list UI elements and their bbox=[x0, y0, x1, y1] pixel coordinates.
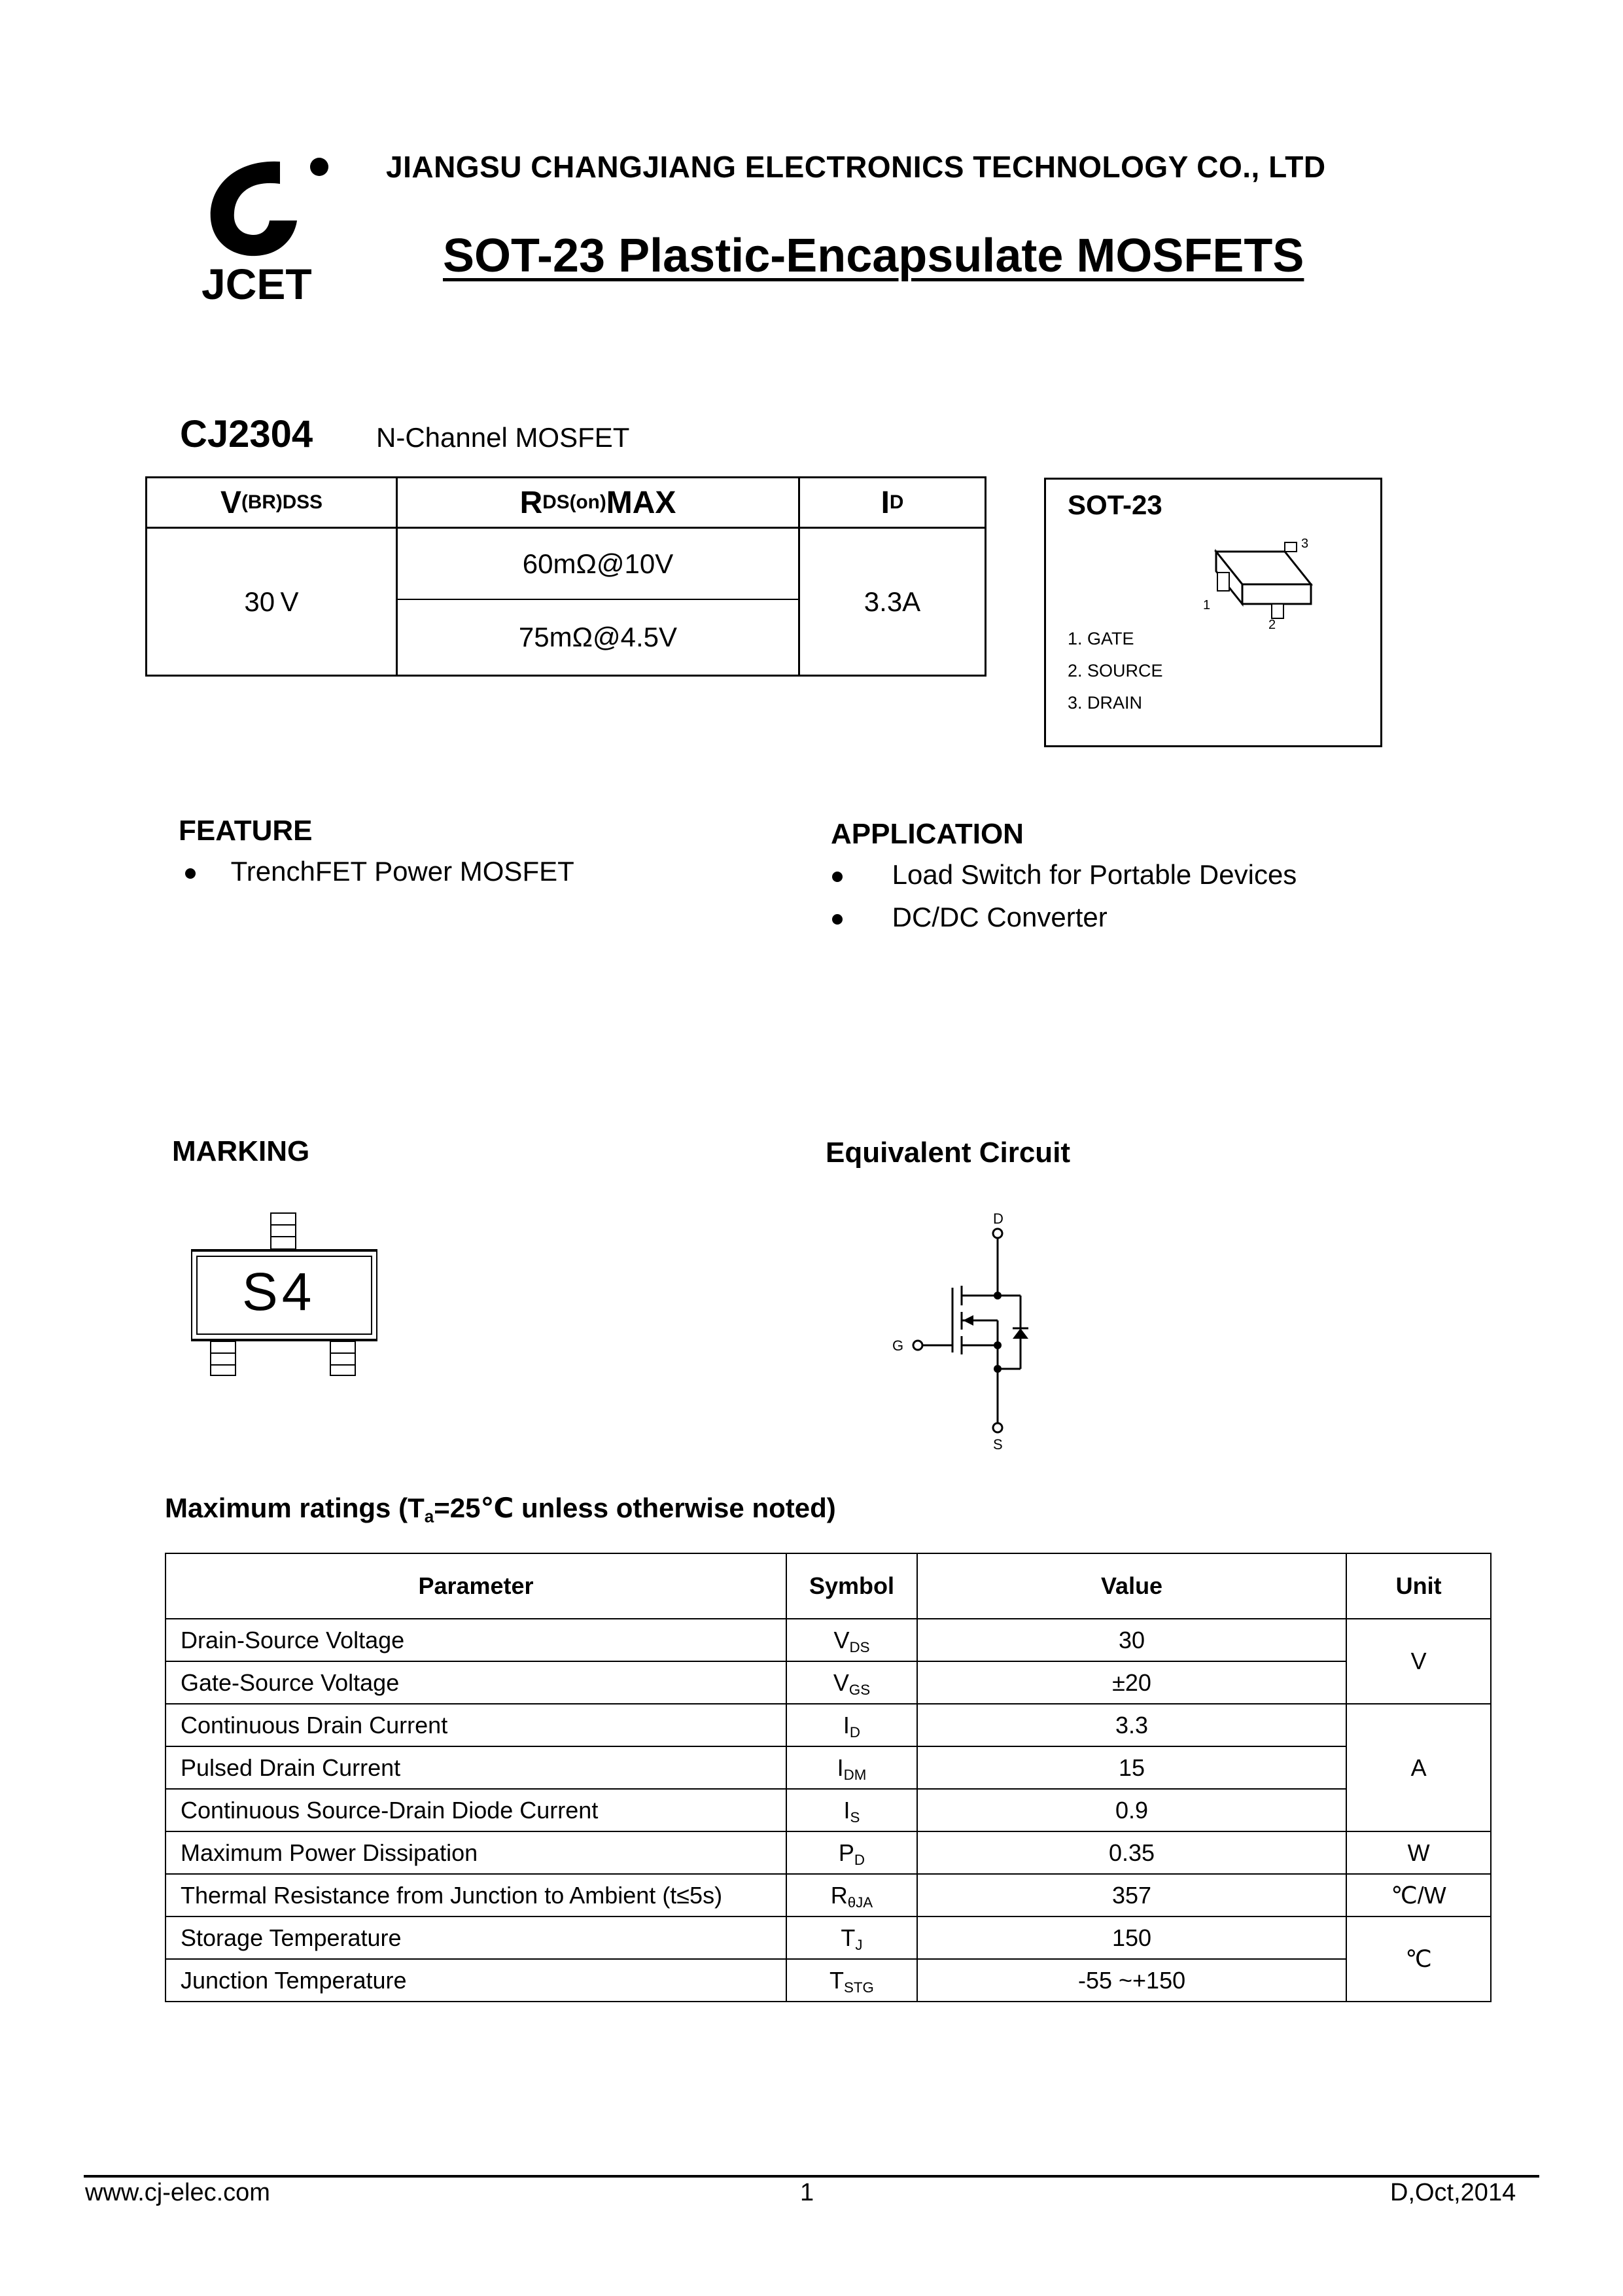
gate-label: G bbox=[892, 1337, 904, 1354]
footer-website: www.cj-elec.com bbox=[85, 2179, 270, 2206]
drain-label: D bbox=[993, 1210, 1003, 1227]
table-header-row bbox=[166, 1553, 1491, 1619]
spec-rds-value-1: 60mΩ@10V bbox=[522, 548, 674, 579]
circuit-title: Equivalent Circuit bbox=[826, 1137, 1071, 1169]
table-row bbox=[166, 1661, 1491, 1704]
table-row bbox=[166, 1874, 1491, 1916]
application-title: APPLICATION bbox=[831, 818, 1024, 850]
spec-summary-table bbox=[145, 476, 986, 677]
param-cell: Continuous Source-Drain Diode Current bbox=[166, 1789, 786, 1831]
spec-header-vbr: V (BR)DSS bbox=[220, 485, 323, 520]
value-cell: 15 bbox=[917, 1746, 1346, 1789]
pin-source: 2. SOURCE bbox=[1068, 661, 1163, 680]
value-cell: 0.9 bbox=[917, 1789, 1346, 1831]
symbol-cell: $V_{DS}$ bbox=[786, 1619, 917, 1661]
header-value: Value bbox=[917, 1553, 1346, 1619]
value-cell: 30 bbox=[917, 1619, 1346, 1661]
company-name: JIANGSU CHANGJIANG ELECTRONICS TECHNOLOGY CO., LTD bbox=[386, 150, 1326, 184]
feature-title: FEATURE bbox=[179, 815, 313, 847]
spec-vbr-value: 30 V bbox=[244, 586, 299, 617]
part-number: CJ2304 bbox=[180, 413, 313, 455]
symbol-cell: $V_{GS}$ bbox=[786, 1661, 917, 1704]
spec-id-value: 3.3A bbox=[864, 586, 921, 617]
footer-revision: D,Oct,2014 bbox=[1390, 2179, 1516, 2206]
marking-title: MARKING bbox=[172, 1135, 310, 1167]
header-parameter: Parameter bbox=[166, 1553, 786, 1619]
pkg-pin-number-2: 2 bbox=[1268, 618, 1276, 630]
jcet-logo bbox=[196, 147, 347, 304]
value-cell: 3.3 bbox=[917, 1704, 1346, 1746]
header-unit: Unit bbox=[1346, 1553, 1491, 1619]
bullet-icon bbox=[185, 868, 196, 879]
symbol-cell: $I_S$ bbox=[786, 1789, 917, 1831]
package-title: SOT-23 bbox=[1068, 489, 1162, 520]
bullet-icon bbox=[832, 914, 843, 925]
value-cell: 357 bbox=[917, 1874, 1346, 1916]
value-cell: ±20 bbox=[917, 1661, 1346, 1704]
pin-gate: 1. GATE bbox=[1068, 629, 1134, 648]
symbol-cell: $P_D$ bbox=[786, 1831, 917, 1874]
logo-text: JCET bbox=[201, 260, 312, 304]
param-cell: Thermal Resistance from Junction to Ambient (t≤5s) bbox=[166, 1874, 786, 1916]
bullet-icon bbox=[832, 872, 843, 882]
feature-item: TrenchFET Power MOSFET bbox=[185, 856, 574, 887]
symbol-cell: $T_{STG}$ bbox=[786, 1959, 917, 2002]
unit-cell: V bbox=[1346, 1619, 1491, 1704]
param-cell: Drain-Source Voltage bbox=[166, 1619, 786, 1661]
document-title: SOT-23 Plastic-Encapsulate MOSFETS bbox=[443, 230, 1304, 282]
param-cell: Gate-Source Voltage bbox=[166, 1661, 786, 1704]
unit-cell: ℃/W bbox=[1346, 1874, 1491, 1916]
footer-divider bbox=[84, 2175, 1539, 2178]
param-cell: Junction Temperature bbox=[166, 1959, 786, 2002]
spec-rds-value-2: 75mΩ@4.5V bbox=[518, 622, 678, 652]
value-cell: -55 ~+150 bbox=[917, 1959, 1346, 2002]
source-label: S bbox=[993, 1436, 1003, 1453]
header-symbol: Symbol bbox=[786, 1553, 917, 1619]
pkg-pin-number-3: 3 bbox=[1301, 539, 1309, 551]
logo-g-mark bbox=[211, 162, 297, 256]
value-cell: 0.35 bbox=[917, 1831, 1346, 1874]
table-row bbox=[166, 1746, 1491, 1789]
logo-dot bbox=[310, 158, 328, 176]
marking-code: S4 bbox=[242, 1262, 316, 1322]
table-row bbox=[166, 1831, 1491, 1874]
package-box bbox=[1044, 478, 1382, 747]
symbol-cell: $I_D$ bbox=[786, 1704, 917, 1746]
param-cell: Pulsed Drain Current bbox=[166, 1746, 786, 1789]
table-row bbox=[166, 1619, 1491, 1661]
body-diode bbox=[1013, 1328, 1028, 1339]
table-row bbox=[166, 1959, 1491, 2002]
unit-cell: ℃ bbox=[1346, 1916, 1491, 2002]
spec-header-id: I D bbox=[881, 485, 904, 520]
sot23-package-drawing bbox=[1170, 539, 1334, 630]
param-cell: Continuous Drain Current bbox=[166, 1704, 786, 1746]
pkg-pin-number-1: 1 bbox=[1203, 598, 1211, 612]
channel-arrow bbox=[963, 1315, 973, 1326]
max-ratings-title: Maximum ratings ($T_a=25℃$ unless otherwise noted) bbox=[165, 1492, 836, 1527]
param-cell: Storage Temperature bbox=[166, 1916, 786, 1959]
value-cell: 150 bbox=[917, 1916, 1346, 1959]
table-row bbox=[166, 1916, 1491, 1959]
application-item: DC/DC Converter bbox=[832, 902, 1108, 933]
unit-cell: A bbox=[1346, 1704, 1491, 1831]
application-item: Load Switch for Portable Devices bbox=[832, 859, 1297, 891]
symbol-cell: $R_{\theta JA}$ bbox=[786, 1874, 917, 1916]
symbol-cell: $T_J$ bbox=[786, 1916, 917, 1959]
unit-cell: W bbox=[1346, 1831, 1491, 1874]
symbol-cell: $I_{DM}$ bbox=[786, 1746, 917, 1789]
table-row bbox=[166, 1789, 1491, 1831]
table-row bbox=[166, 1704, 1491, 1746]
mosfet-symbol bbox=[883, 1210, 1066, 1453]
param-cell: Maximum Power Dissipation bbox=[166, 1831, 786, 1874]
pin-drain: 3. DRAIN bbox=[1068, 693, 1143, 713]
max-ratings-table bbox=[165, 1553, 1492, 2002]
spec-header-rds: R DS(on) MAX bbox=[519, 485, 676, 520]
part-description: N-Channel MOSFET bbox=[376, 422, 630, 453]
footer-page-number: 1 bbox=[800, 2179, 814, 2206]
